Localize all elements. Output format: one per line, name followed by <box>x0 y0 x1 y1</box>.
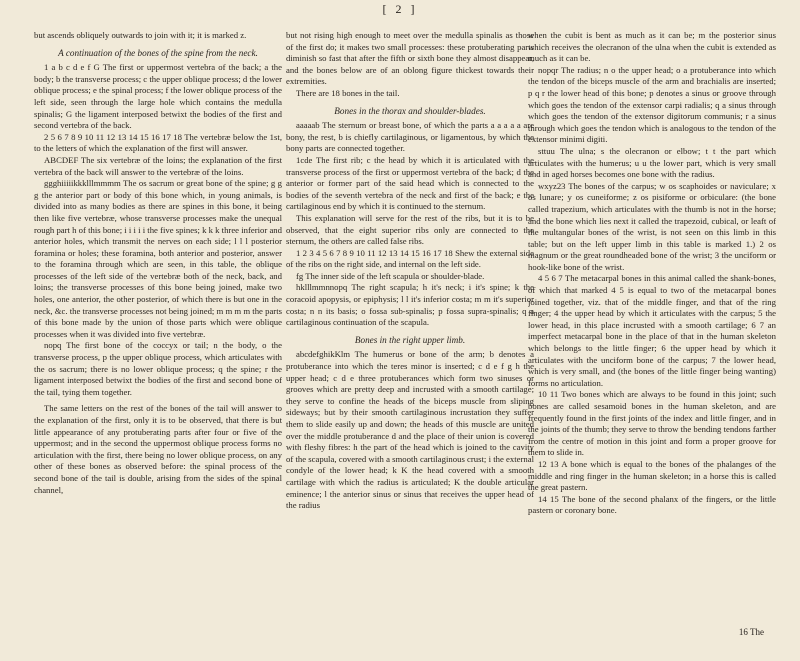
paragraph: aaaaab The sternum or breast bone, of which the parts a a a a a are bony, the rest, b is chiefly cartilaginous, or ligamentous, by which the bony parts are connected together. <box>286 120 534 154</box>
column-middle <box>286 30 534 654</box>
paragraph: nopqr The radius; n o the upper head; o a protuberance into which the tendon of the biceps muscle of the arm and brachialis are inserted; p q r the lower head of this bone; p denotes a sinus or groove through which goes the tendon of the extensor carpi radialis; q a sinus through which goes the tendon of the extensor digitorum communis; r a sinus through which goes the tendon which is analogous to the tendon of the extensor minimi digiti. <box>528 64 776 145</box>
paragraph: wxyz23 The bones of the carpus; w os scaphoides or naviculare; x os lunare; y os cuneiforme; z os pisiforme or orbiculare: (the bone called trapezium, which articulates with the thumb is not in the horse; and the bone which lies next it called the trapezoid, cubical, or leaft of the multangular bones of the wrist, is not seen on this limb in this table; but on the left upper limb in this table is marked 1.) 2 os magnum or the great roundheaded bone of the wrist; 3 the unciform or hook-like bone of the wrist. <box>528 180 776 272</box>
paragraph: The same letters on the rest of the bones of the tail will answer to the explanation of the first, only it is to be observed, that there is but little appearance of any protuberating parts after four or five of the uppermost; and in the second the uppermost oblique process forms no articulation with the first, there being no lower oblique process, on any other of these bones as observed before: the spinal process of the second bone of the tail is double, arising from the sides of the spinal channel, <box>34 403 282 495</box>
paragraph: 1 a b c d e f G The first or uppermost vertebra of the back; a the body; b the transverse process; c the upper oblique process; d the lower oblique process; e the spinal process; f the lower oblique process of the left side, seen through the large hole which contains the medulla spinalis; G the ligament interposed betwixt the bodies of the first and second vertebra of the back. <box>34 62 282 131</box>
paragraph: 2 5 6 7 8 9 10 11 12 13 14 15 16 17 18 The vertebræ below the 1st, to the letters of which the explanation of the first will answer. <box>34 131 282 154</box>
paragraph: 14 15 The bone of the second phalanx of the fingers, or the little pastern or coronary bone. <box>528 493 776 516</box>
paragraph: 12 13 A bone which is equal to the bones of the phalanges of the middle and ring finger in the human skeleton; in a horse this is called the great pastern. <box>528 458 776 493</box>
paragraph: fg The inner side of the left scapula or shoulder-blade. <box>296 270 485 281</box>
paragraph: 4 5 6 7 The metacarpal bones in this animal called the shank-bones, of which that marked 4 5 is equal to two of the metacarpal bones joined together, viz. that of the middle finger, and that of the ring finger; 4 the upper head by which it articulates with the carpus; 5 the lower head, in this place incrusted with a smooth cartilage; 6 7 an imperfect metacarpal bone in the place of that in the human skeleton which belongs to the little finger; 6 the upper head by which it articulates with the unciform bone of the carpus; 7 the lower head, which is very small, and (the bones of the little finger being wanting) forms no articulation. <box>528 273 776 388</box>
paragraph: This explanation will serve for the rest of the ribs, but it is to be observed, that the eight superior ribs only are connected to the sternum, the others are called false ribs. <box>286 212 534 247</box>
column-right <box>528 30 776 654</box>
paragraph: hklllmmnnopq The right scapula; h it's neck; i it's spine; k the coracoid apopysis, or epiphysis; l l it's inferior costa; m m it's superior costa; n n its basis; o fossa sub-spinalis; p fossa supra-spinalis; q a cartilaginous continuation of the scapula. <box>286 282 534 328</box>
catchword: 16 The <box>738 627 764 637</box>
paragraph: but not rising high enough to meet over the medulla spinalis as those of the first do; it makes two small processes: these protuberating parts diminish so fast that after the fifth or sixth bone they almost disappear, and the bones below are of an oblong figure thickest towards their extremities. <box>286 30 534 87</box>
column-left <box>34 30 282 654</box>
paragraph: 1cde The first rib; c the head by which it is articulated with the transverse process of the first or uppermost vertebra of the back; d the anterior or former part of the said head which is connected to the bodies of the seventh vertebra of the neck and first of the back; e the cartilaginous end by which it is continued to the sternum. <box>286 154 534 212</box>
paragraph: sttuu The ulna; s the olecranon or elbow; t t the part which articulates with the humerus; u u the lower part, which is very small and in aged horses becomes one bone with the radius. <box>528 145 776 180</box>
paragraph: but ascends obliquely outwards to join with it; it is marked z. <box>34 30 247 40</box>
section-heading: Bones in the right upper limb. <box>354 334 466 345</box>
page-number: [ 2 ] <box>382 2 418 16</box>
section-heading: Bones in the thorax and shoulder-blades. <box>334 105 486 116</box>
paragraph: ggghiiiiikkklllmmmm The os sacrum or great bone of the spine; g g g the anterior part or body of this bone which, in young animals, is divided into as many bodies as there are spines in this bone, it being then like five vertebræ, whose transverse processes make the unequal rough part h of this bone; i i i i i the five spines; k k k three inferior and anterior holes, which transmit the nerves on each side; l l l posterior foramina or holes; these foramina, both anterior and posterior, answer to the foramina through which are seen, in this table, the oblique processes of the left side of the vertebræ both of the neck, back, and loins; the transverse processes of this bone being joined, make two holes, one anterior, the other posterior, of which there is but one in the neck, &c. the transverse processes not being joined; m m m m the parts of this bone made by the union of those parts which were oblique processes when it was divided into five vertebræ. <box>34 178 282 339</box>
section-heading: A continuation of the bones of the spine from the neck. <box>58 47 258 58</box>
paragraph: when the cubit is bent as much as it can be; m the posterior sinus which receives the olecranon of the ulna when the cubit is extended as much as it can be. <box>528 30 776 64</box>
paragraph: abcdefghikKlm The humerus or bone of the arm; b denotes a protuberance into which the teres minor is inserted; c d e f g h the upper head; c d e three protuberances which form two sinuses or grooves which are pretty deep and incrusted with a smooth cartilage; they serve to confine the heads of the biceps muscle from sliping sideways; but by their smooth cartilaginous incrustation they suffer them to slide easily up and down; the heads of this muscle are united over the middle protuberance d and the place of their union is covered with fleshy fibres: h the part of the head which is joined to the cavity of the scapula, covered with a smooth cartilaginous crust; i the external condyle of the lower head; k K the head covered with a smooth cartilage with which the radius is articulated; K the double articular eminence; l the anterior sinus or sinus that receives the upper head of the radius <box>286 349 534 511</box>
paragraph: 10 11 Two bones which are always to be found in this joint; such bones are called sesamoid bones in the human skeleton, and are frequently found in the first joints of the index and little finger, and in the joints of the thumb; they serve to throw the bending tendons farther from the centre of motion in this joint and form a proper groove for them to slide in. <box>528 389 776 458</box>
paragraph: ABCDEF The six vertebræ of the loins; the explanation of the first vertebra of the back will answer to the vertebræ of the loins. <box>34 154 282 177</box>
paragraph: nopq The first bone of the coccyx or tail; n the body, o the transverse process, p the upper oblique process, which articulates with the os sacrum; there is no lower oblique process; q the spine; r the ligament interposed betwixt the bodies of the first and second bone of the tail, tying them together. <box>34 340 282 397</box>
paragraph: There are 18 bones in the tail. <box>296 87 400 98</box>
paragraph: 1 2 3 4 5 6 7 8 9 10 11 12 13 14 15 16 17 18 Shew the external side of the ribs on the right side, and internal on the left side. <box>286 247 534 270</box>
